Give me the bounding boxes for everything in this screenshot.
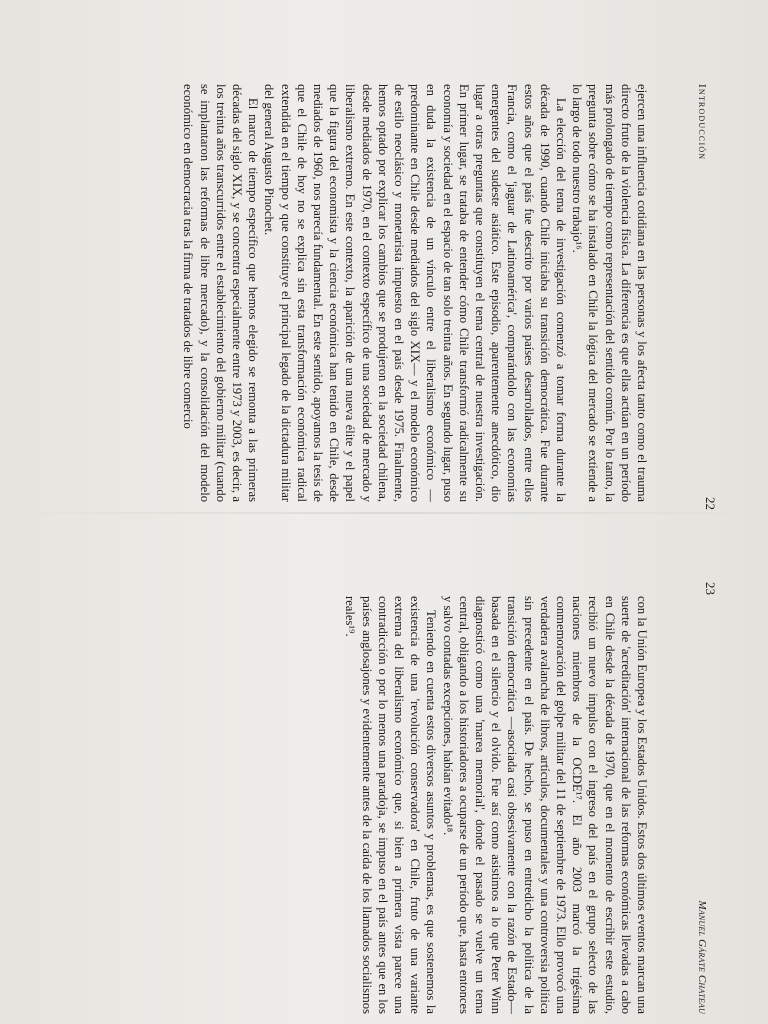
page-number-right: 23 (703, 582, 718, 595)
left-page (108, 70, 718, 510)
book-gutter (0, 512, 768, 514)
paragraph: con la Unión Europea y los Estados Unidos. Estos dos últimos eventos marcan una suerte de 'acreditación' internacional de las reformas económicas llevadas a cabo en Chile desde la década de 1970, que en el momento de escribir este estudio, recibió un nuevo impulso con el ingreso del país en el grupo selecto de las naciones miembros de la OCDE¹⁷. El año 2003 marcó la trigésima conmemoración del golpe militar del 11 de septiembre de 1973. Ello provocó una verdadera avalancha de libros, artículos, documentales y una controversia política sin precedente en el país. De hecho, se puso en entredicho la política de la transición democrática —asociada casi obsesivamente con la razón de Estado— basada en el silencio y el olvido. Fue así como asistimos a lo que Peter Winn diagnosticó como una 'marea memorial', donde el pasado se vuelve un tema central, obligando a los historiadores a ocuparse de un período que, hasta entonces y salvo contadas excepciones, habían evitado¹⁸. (440, 596, 649, 1014)
paragraph: ejercen una influencia cotidiana en las personas y los afecta tanto como el trauma directo fruto de la violencia física. La diferencia es que ellas actúan en un período más prolongado de tiempo como representación del sentido común. Por lo tanto, la pregunta sobre cómo se ha instalado en Chile la lógica del mercado se extiende a lo largo de todo nuestro trabajo¹⁶. (570, 84, 649, 502)
body-text-right (342, 596, 650, 1014)
paragraph: Teniendo en cuenta estos diversos asuntos y problemas, es que sostenemos la existencia de una 'revolución conservadora' en Chile, fruto de una variante extrema del liberalismo económico que, si bien a primera vista parece una contradicción o por lo menos una paradoja, se impuso en el país antes que en los países anglosajones y evidentemente antes de la caída de los llamados socialismos reales¹⁹. (343, 596, 439, 1014)
running-head-left: Introducción (696, 84, 708, 161)
body-text-left (180, 84, 650, 502)
right-page (108, 582, 718, 1022)
paragraph: El marco de tiempo específico que hemos elegido se remonta a las primeras décadas del siglo XIX, y se concentra especialmente entre 1973 y 2003, es decir, a los treinta años transcurridos entre el establecimiento del gobierno militar (cuando se implantaron las reformas de libre mercado), y la consolidación del modelo económico en democracia tras la firma de tratados de libre comercio (181, 84, 261, 502)
page-number-left: 22 (703, 497, 718, 510)
running-head-right: Manuel Gárate Chateau (696, 900, 708, 1014)
paragraph: La elección del tema de investigación comenzó a tomar forma durante la década de 1990, cuando Chile iniciaba su transición democrática. Fue durante estos años que el país fue descrito por varios países desarrollados, entre ellos Francia, como el 'jaguar de Latinoamérica', comparándolo con las economías emergentes del sudeste asiático. Este episodio, aparentemente anecdótico, dio lugar a otras preguntas que constituyen el tema central de nuestra investigación. En primer lugar, se trataba de entender cómo Chile transformó radicalmente su economía y sociedad en el espacio de tan solo treinta años. En segundo lugar, puso en duda la existencia de un vínculo entre el liberalismo económico —predominante en Chile desde mediados del siglo XIX— y el modelo económico de estilo neoclásico y monetarista impuesto en el país desde 1975. Finalmente, hemos optado por explicar los cambios que se produjeron en la sociedad chilena, desde mediados de 1970, en el contexto específico de una sociedad de mercado y liberalismo extremo. En este contexto, la aparición de una nueva élite y el papel que la figura del economista y la ciencia económica han tenido en Chile, desde mediados de 1960, nos parecía fundamental. En este sentido, apoyamos la tesis de que el Chile de hoy no se explica sin esta transformación económica radical extendida en el tiempo y que constituye el principal legado de la dictadura militar del general Augusto Pinochet. (262, 84, 568, 502)
